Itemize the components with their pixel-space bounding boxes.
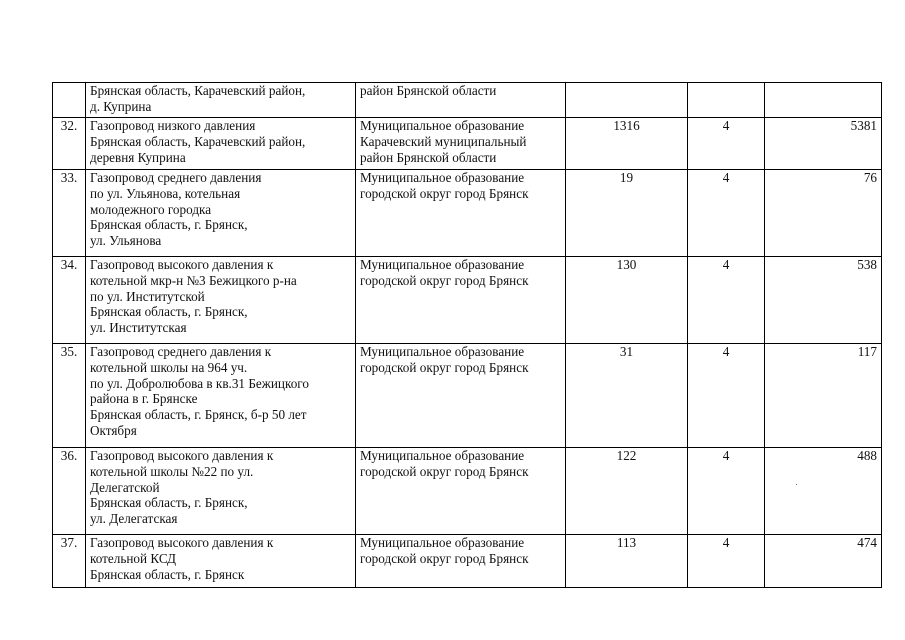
- table-row: [53, 448, 882, 535]
- table-row: [53, 344, 882, 448]
- table-row: [53, 83, 882, 118]
- row-number: [53, 83, 86, 118]
- row-number: 36.: [53, 448, 86, 535]
- row-number: 33.: [53, 170, 86, 257]
- objects-table: [52, 82, 882, 588]
- object-name: Газопровод среднего давления к котельной школы на 964 уч. по ул. Добролюбова в кв.31 Бежицкого района в г. Брянске Брянская область, г. Брянск, б-р 50 лет Октября: [86, 344, 356, 448]
- scan-speck: [796, 484, 797, 485]
- object-name: Брянская область, Карачевский район, д. Куприна: [86, 83, 356, 118]
- value-1: 31: [566, 344, 688, 448]
- value-1: 122: [566, 448, 688, 535]
- owner: Муниципальное образование городской округ город Брянск: [356, 448, 566, 535]
- owner: Муниципальное образование городской округ город Брянск: [356, 170, 566, 257]
- value-2: [688, 83, 765, 118]
- owner: Муниципальное образование Карачевский муниципальный район Брянской области: [356, 118, 566, 170]
- value-3: [765, 83, 882, 118]
- value-2: 4: [688, 344, 765, 448]
- object-name: Газопровод низкого давления Брянская область, Карачевский район, деревня Куприна: [86, 118, 356, 170]
- owner: Муниципальное образование городской округ город Брянск: [356, 257, 566, 344]
- table-row: [53, 118, 882, 170]
- row-number: 34.: [53, 257, 86, 344]
- value-2: 4: [688, 448, 765, 535]
- object-name: Газопровод высокого давления к котельной КСД Брянская область, г. Брянск: [86, 535, 356, 588]
- object-name: Газопровод высокого давления к котельной школы №22 по ул. Делегатской Брянская область, г. Брянск, ул. Делегатская: [86, 448, 356, 535]
- value-1: 130: [566, 257, 688, 344]
- value-3: 117: [765, 344, 882, 448]
- row-number: 37.: [53, 535, 86, 588]
- value-2: 4: [688, 257, 765, 344]
- value-1: 113: [566, 535, 688, 588]
- object-name: Газопровод высокого давления к котельной мкр-н №3 Бежицкого р-на по ул. Институтской Брянская область, г. Брянск, ул. Институтская: [86, 257, 356, 344]
- row-number: 32.: [53, 118, 86, 170]
- owner: Муниципальное образование городской округ город Брянск: [356, 535, 566, 588]
- table-row: [53, 170, 882, 257]
- table-row: [53, 257, 882, 344]
- value-2: 4: [688, 170, 765, 257]
- value-3: 474: [765, 535, 882, 588]
- value-3: 488: [765, 448, 882, 535]
- value-1: 1316: [566, 118, 688, 170]
- value-2: 4: [688, 535, 765, 588]
- value-1: 19: [566, 170, 688, 257]
- row-number: 35.: [53, 344, 86, 448]
- value-3: 5381: [765, 118, 882, 170]
- object-name: Газопровод среднего давления по ул. Ульянова, котельная молодежного городка Брянская область, г. Брянск, ул. Ульянова: [86, 170, 356, 257]
- owner: Муниципальное образование городской округ город Брянск: [356, 344, 566, 448]
- value-2: 4: [688, 118, 765, 170]
- table-row: [53, 535, 882, 588]
- value-1: [566, 83, 688, 118]
- value-3: 76: [765, 170, 882, 257]
- value-3: 538: [765, 257, 882, 344]
- owner: район Брянской области: [356, 83, 566, 118]
